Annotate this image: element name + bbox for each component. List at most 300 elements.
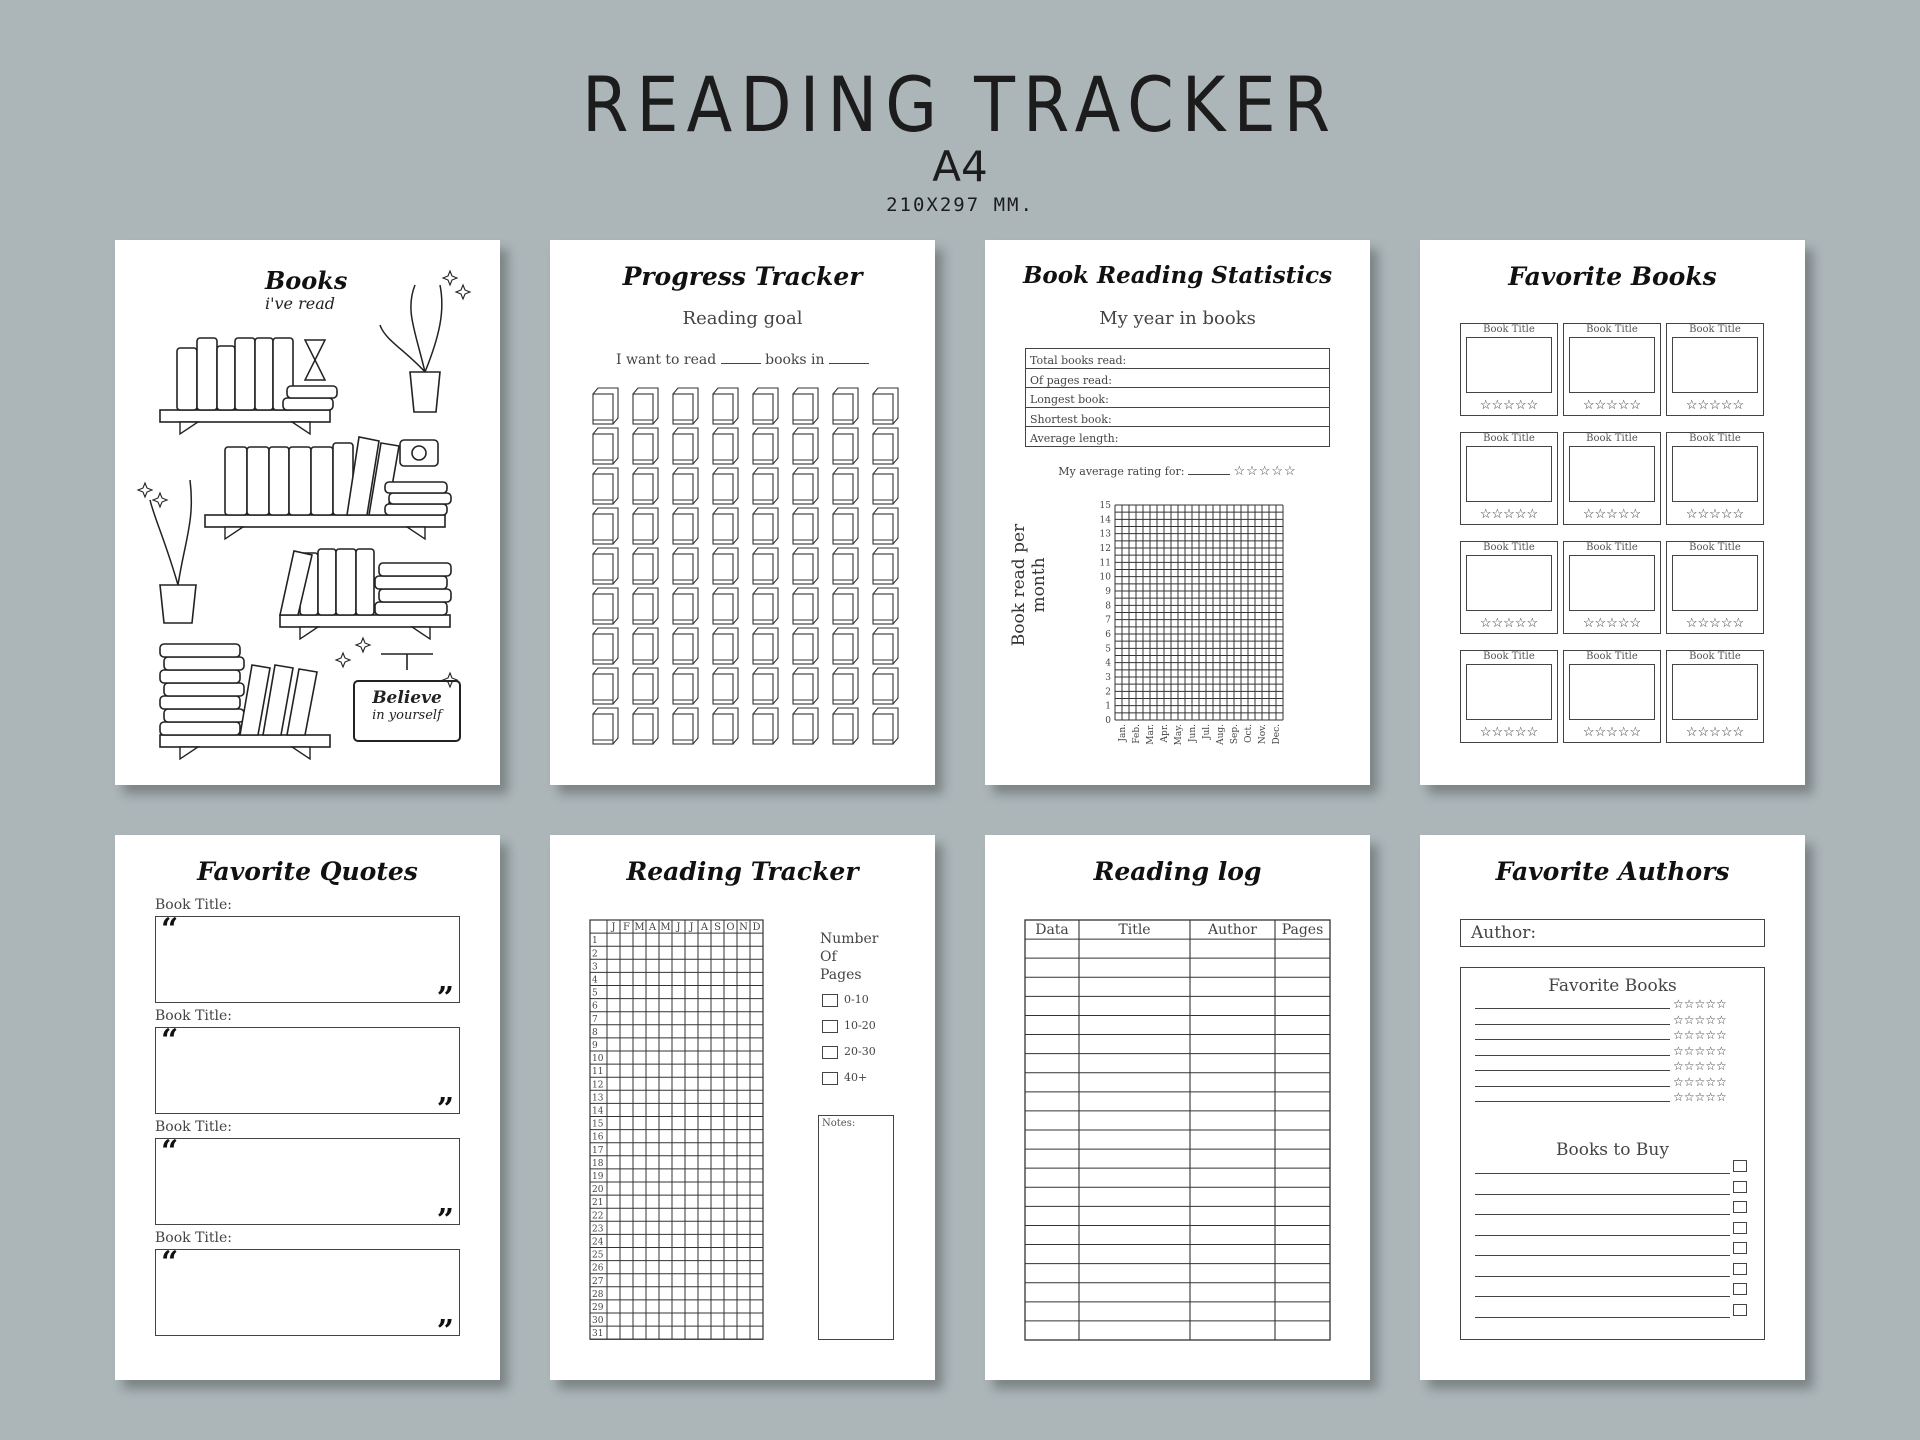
month-header: A: [700, 922, 709, 934]
day-label: 7: [592, 1014, 598, 1025]
day-label: 29: [592, 1303, 604, 1313]
shelf-bracket: [225, 527, 425, 539]
month-header: O: [726, 922, 735, 934]
book-cell[interactable]: [793, 508, 818, 544]
day-label: 8: [592, 1027, 598, 1038]
plant-pot-icon: [410, 372, 440, 412]
day-label: 2: [592, 949, 598, 960]
book-cell[interactable]: [833, 388, 858, 424]
day-label: 16: [592, 1132, 604, 1143]
favorite-books-heading: Favorite Books: [1548, 976, 1677, 996]
stacked-book: [287, 386, 337, 398]
day-label: 14: [592, 1106, 604, 1117]
stat-label: Of pages read:: [1030, 373, 1112, 387]
favorite-book-card[interactable]: [1460, 323, 1558, 416]
y-tick-label: 3: [1105, 673, 1111, 683]
buy-line[interactable]: [1475, 1194, 1730, 1195]
book-cell[interactable]: [873, 588, 898, 624]
rating-stars-icon[interactable]: ☆☆☆☆☆: [1673, 1090, 1727, 1104]
y-axis-label: Book read per month: [1009, 523, 1049, 647]
month-label: Aug.: [1216, 724, 1226, 745]
range-label: 0-10: [844, 993, 869, 1006]
legend-line-3: Pages: [820, 967, 862, 983]
month-label: Oct.: [1244, 724, 1254, 743]
open-quote-icon: “: [161, 1245, 179, 1280]
range-label: 20-30: [844, 1045, 876, 1058]
shelf-bracket: [180, 422, 310, 434]
range-checkbox[interactable]: [822, 994, 838, 1007]
buy-checkbox[interactable]: [1733, 1304, 1747, 1316]
rating-stars-icon[interactable]: ☆☆☆☆☆: [1673, 1059, 1727, 1073]
favorite-book-card[interactable]: [1563, 650, 1661, 743]
book-cell[interactable]: [753, 548, 778, 584]
book-cell[interactable]: [753, 428, 778, 464]
day-label: 31: [592, 1329, 604, 1340]
rating-stars-icon[interactable]: ☆☆☆☆☆: [1582, 725, 1642, 740]
book-cell[interactable]: [793, 548, 818, 584]
favorite-book-card[interactable]: [1460, 541, 1558, 634]
page-reading-log: [985, 835, 1370, 1380]
favorite-book-card[interactable]: [1666, 323, 1764, 416]
sparkle-icon: [456, 285, 470, 299]
favorite-book-card[interactable]: [1563, 541, 1661, 634]
buy-checkbox[interactable]: [1733, 1263, 1747, 1275]
book-cell[interactable]: [673, 388, 698, 424]
card-title-label: Book Title: [1689, 433, 1741, 444]
buy-checkbox[interactable]: [1733, 1242, 1747, 1254]
book-cell[interactable]: [753, 468, 778, 504]
column-header: Author: [1208, 922, 1257, 938]
day-label: 23: [592, 1224, 604, 1235]
day-label: 21: [592, 1198, 604, 1209]
book-cell[interactable]: [713, 508, 738, 544]
book-cell[interactable]: [593, 548, 618, 584]
month-label: Apr.: [1160, 724, 1170, 743]
books-to-buy-heading: Books to Buy: [1556, 1140, 1669, 1160]
buy-line[interactable]: [1475, 1317, 1730, 1318]
favorite-book-card[interactable]: [1460, 432, 1558, 525]
y-tick-label: 4: [1105, 658, 1111, 669]
buy-line[interactable]: [1475, 1255, 1730, 1256]
book-cover-box[interactable]: [1466, 446, 1552, 502]
shelf-board: [160, 410, 330, 422]
book-cell[interactable]: [793, 668, 818, 704]
stacked-book: [164, 683, 244, 696]
month-header: F: [623, 922, 630, 934]
book-spine: [197, 338, 217, 410]
book-cell[interactable]: [873, 508, 898, 544]
book-cell[interactable]: [593, 588, 618, 624]
books-title: Books: [265, 266, 348, 295]
page-title: Reading Tracker: [626, 857, 859, 886]
plant-pot-icon: [160, 585, 196, 623]
quote-book-title-label: Book Title:: [155, 1230, 232, 1246]
day-label: 13: [592, 1093, 604, 1104]
book-cover-box[interactable]: [1466, 664, 1552, 720]
y-tick-label: 8: [1105, 601, 1111, 612]
day-label: 24: [592, 1237, 604, 1248]
favorite-book-card[interactable]: [1460, 650, 1558, 743]
book-cell[interactable]: [713, 628, 738, 664]
rating-stars-icon[interactable]: ☆☆☆☆☆: [1479, 616, 1539, 631]
book-cell[interactable]: [633, 428, 658, 464]
day-label: 25: [592, 1250, 604, 1261]
column-header: Title: [1118, 922, 1151, 938]
size-label: 210X297 MM.: [886, 194, 1034, 216]
day-label: 1: [592, 936, 598, 947]
book-cell[interactable]: [633, 628, 658, 664]
book-cover-box[interactable]: [1466, 337, 1552, 393]
quote-box[interactable]: [155, 1245, 460, 1349]
book-cell[interactable]: [753, 388, 778, 424]
book-cell[interactable]: [833, 428, 858, 464]
buy-line[interactable]: [1475, 1214, 1730, 1215]
favorite-book-line[interactable]: [1475, 1070, 1670, 1071]
range-checkbox[interactable]: [822, 1046, 838, 1059]
book-cell[interactable]: [833, 548, 858, 584]
month-header: J: [676, 922, 681, 934]
stacked-book: [160, 722, 240, 735]
buy-checkbox[interactable]: [1733, 1283, 1747, 1295]
rating-stars-icon[interactable]: ☆☆☆☆☆: [1582, 616, 1642, 631]
author-label: Author:: [1471, 923, 1537, 943]
rating-stars-icon[interactable]: ☆☆☆☆☆: [1479, 398, 1539, 413]
book-cell[interactable]: [633, 548, 658, 584]
open-quote-icon: “: [161, 912, 179, 947]
rating-stars-icon[interactable]: ☆☆☆☆☆: [1673, 997, 1727, 1011]
quote-book-title-label: Book Title:: [155, 1008, 232, 1024]
book-cover-box[interactable]: [1672, 337, 1758, 393]
book-spine: [336, 549, 356, 615]
book-cover-box[interactable]: [1672, 446, 1758, 502]
sparkle-icon: [138, 483, 152, 497]
legend-line-2: Of: [820, 949, 837, 965]
book-cell[interactable]: [633, 468, 658, 504]
plant-leaf-icon: [380, 285, 442, 372]
book-cell[interactable]: [793, 588, 818, 624]
rating-stars-icon[interactable]: ☆☆☆☆☆: [1582, 398, 1642, 413]
book-cell[interactable]: [673, 548, 698, 584]
buy-checkbox[interactable]: [1733, 1181, 1747, 1193]
book-cell[interactable]: [873, 428, 898, 464]
stacked-book: [375, 602, 447, 615]
rating-stars-icon[interactable]: ☆☆☆☆☆: [1673, 1043, 1727, 1058]
day-label: 15: [592, 1119, 604, 1130]
book-cell[interactable]: [793, 388, 818, 424]
day-label: 18: [592, 1158, 604, 1169]
book-cell[interactable]: [873, 668, 898, 704]
book-cell[interactable]: [713, 388, 738, 424]
book-cell[interactable]: [633, 508, 658, 544]
book-cell[interactable]: [793, 468, 818, 504]
book-cell[interactable]: [673, 508, 698, 544]
book-cover-box[interactable]: [1569, 446, 1655, 502]
column-header: Data: [1035, 922, 1069, 938]
buy-line[interactable]: [1475, 1173, 1730, 1174]
book-cell[interactable]: [633, 388, 658, 424]
day-label: 19: [592, 1172, 604, 1182]
rating-stars-icon[interactable]: ☆☆☆☆☆: [1673, 1028, 1727, 1042]
month-header: J: [611, 922, 616, 934]
range-checkbox[interactable]: [822, 1020, 838, 1033]
shelf-board: [280, 615, 450, 627]
book-cell[interactable]: [833, 468, 858, 504]
book-cell[interactable]: [633, 588, 658, 624]
sign-hanger: [381, 654, 433, 670]
day-label: 27: [592, 1276, 604, 1287]
open-quote-icon: “: [161, 1134, 179, 1169]
book-cell[interactable]: [753, 708, 778, 744]
book-cell[interactable]: [793, 708, 818, 744]
buy-checkbox[interactable]: [1733, 1222, 1747, 1234]
card-title-label: Book Title: [1586, 324, 1638, 335]
buy-checkbox[interactable]: [1733, 1160, 1747, 1172]
month-header: N: [739, 922, 748, 934]
card-title-label: Book Title: [1586, 433, 1638, 444]
sparkle-icon: [336, 653, 350, 667]
day-label: 26: [592, 1263, 604, 1274]
stacked-book: [385, 482, 447, 493]
close-quote-icon: ”: [436, 1092, 454, 1127]
hourglass-icon: [305, 340, 325, 380]
day-label: 11: [592, 1067, 604, 1078]
main-title: READING TRACKER: [581, 60, 1339, 149]
card-title-label: Book Title: [1689, 324, 1741, 335]
rating-stars-icon[interactable]: ☆☆☆☆☆: [1685, 616, 1745, 631]
stat-label: Longest book:: [1030, 393, 1109, 407]
card-title-label: Book Title: [1483, 433, 1535, 444]
day-label: 17: [592, 1145, 604, 1156]
book-cell[interactable]: [593, 708, 618, 744]
sparkle-icon: [356, 638, 370, 652]
favorite-book-card[interactable]: [1563, 323, 1661, 416]
book-spine: [311, 447, 333, 515]
notes-box[interactable]: [818, 1115, 894, 1340]
buy-line[interactable]: [1475, 1235, 1730, 1236]
format-label: A4: [932, 142, 988, 191]
quote-book-title-label: Book Title:: [155, 897, 232, 913]
y-tick-label: 15: [1099, 501, 1111, 511]
page-favorite-authors: [1420, 835, 1805, 1380]
book-cell[interactable]: [833, 588, 858, 624]
month-header: D: [752, 922, 761, 934]
book-cover-box[interactable]: [1672, 664, 1758, 720]
stat-label: Shortest book:: [1030, 412, 1112, 426]
book-cell[interactable]: [593, 468, 618, 504]
book-cell[interactable]: [713, 708, 738, 744]
page-books-read: [115, 240, 500, 785]
book-cover-box[interactable]: [1569, 337, 1655, 393]
book-spine: [225, 447, 247, 515]
book-cell[interactable]: [673, 668, 698, 704]
book-cell[interactable]: [713, 428, 738, 464]
shelf-board: [160, 735, 330, 747]
goal-text-2: books in: [765, 352, 825, 368]
buy-line[interactable]: [1475, 1276, 1730, 1277]
book-cell[interactable]: [593, 428, 618, 464]
column-header: Pages: [1281, 922, 1324, 938]
book-cell[interactable]: [753, 588, 778, 624]
rating-stars-icon[interactable]: ☆☆☆☆☆: [1233, 464, 1297, 479]
day-label: 30: [592, 1316, 604, 1327]
month-label: Jan.: [1118, 724, 1128, 742]
card-title-label: Book Title: [1483, 651, 1535, 662]
book-cell[interactable]: [593, 508, 618, 544]
book-spine: [217, 346, 235, 410]
book-cell[interactable]: [673, 708, 698, 744]
page-title: Favorite Quotes: [197, 857, 418, 886]
book-cell[interactable]: [673, 588, 698, 624]
page-range-option[interactable]: [822, 993, 869, 1007]
shelf-bracket: [180, 747, 310, 759]
month-label: Jul.: [1202, 724, 1212, 740]
range-label: 40+: [844, 1071, 868, 1084]
range-label: 10-20: [844, 1019, 876, 1032]
month-label: Dec.: [1272, 724, 1282, 745]
stacked-book: [385, 504, 447, 515]
day-label: 20: [592, 1185, 604, 1196]
book-cell[interactable]: [833, 508, 858, 544]
rating-stars-icon[interactable]: ☆☆☆☆☆: [1685, 398, 1745, 413]
favorite-book-line[interactable]: [1475, 1008, 1670, 1009]
book-cell[interactable]: [713, 468, 738, 504]
close-quote-icon: ”: [436, 1203, 454, 1238]
y-tick-label: 13: [1099, 529, 1111, 540]
book-spine: [235, 338, 255, 410]
book-cell[interactable]: [713, 588, 738, 624]
quote-book-title-label: Book Title:: [155, 1119, 232, 1135]
favorite-book-line[interactable]: [1475, 1055, 1670, 1056]
rating-stars-icon[interactable]: ☆☆☆☆☆: [1479, 725, 1539, 740]
page-favorite-books: [1420, 240, 1805, 785]
book-spine: [177, 348, 197, 410]
plant-leaf-icon: [150, 480, 191, 585]
goal-text-1: I want to read: [616, 352, 717, 368]
favorite-book-line[interactable]: [1475, 1024, 1670, 1025]
favorite-book-line[interactable]: [1475, 1101, 1670, 1102]
book-cell[interactable]: [873, 708, 898, 744]
y-tick-label: 11: [1099, 558, 1111, 569]
stacked-book: [160, 670, 240, 683]
range-checkbox[interactable]: [822, 1072, 838, 1085]
book-spine: [269, 447, 289, 515]
stacked-book: [379, 563, 451, 576]
book-cover-box[interactable]: [1569, 555, 1655, 611]
y-tick-label: 12: [1099, 544, 1111, 554]
stat-label: Average length:: [1030, 432, 1119, 446]
book-cell[interactable]: [593, 388, 618, 424]
page-progress-tracker: [550, 240, 935, 785]
book-cell[interactable]: [753, 668, 778, 704]
page-title: Progress Tracker: [622, 262, 863, 291]
book-cell[interactable]: [593, 628, 618, 664]
camera-lens: [412, 446, 426, 460]
author-field[interactable]: [1460, 919, 1765, 947]
book-cell[interactable]: [713, 548, 738, 584]
book-cell[interactable]: [873, 388, 898, 424]
month-header: M: [660, 922, 671, 934]
buy-line[interactable]: [1475, 1296, 1730, 1297]
book-cell[interactable]: [833, 628, 858, 664]
book-cell[interactable]: [673, 468, 698, 504]
book-spine: [255, 338, 273, 410]
sparkle-icon: [443, 271, 457, 285]
book-cover-box[interactable]: [1672, 555, 1758, 611]
rating-stars-icon[interactable]: ☆☆☆☆☆: [1685, 507, 1745, 522]
month-label: May.: [1174, 724, 1184, 746]
book-cell[interactable]: [673, 628, 698, 664]
rating-stars-icon[interactable]: ☆☆☆☆☆: [1685, 725, 1745, 740]
month-label: Jun.: [1188, 724, 1198, 743]
author-books-box: [1460, 967, 1765, 1340]
stacked-book: [389, 493, 451, 504]
shelf-bracket: [300, 627, 430, 639]
book-cell[interactable]: [793, 428, 818, 464]
day-label: 22: [592, 1211, 604, 1222]
rating-stars-icon[interactable]: ☆☆☆☆☆: [1479, 507, 1539, 522]
page-title: Reading log: [1093, 857, 1262, 886]
y-tick-label: 5: [1105, 644, 1111, 655]
book-cell[interactable]: [593, 668, 618, 704]
page-range-option[interactable]: [822, 1045, 876, 1059]
favorite-book-card[interactable]: [1666, 650, 1764, 743]
book-cell[interactable]: [633, 668, 658, 704]
page-range-option[interactable]: [822, 1071, 867, 1085]
stacked-book: [160, 696, 240, 709]
book-cell[interactable]: [793, 628, 818, 664]
book-cell[interactable]: [633, 708, 658, 744]
open-quote-icon: “: [161, 1023, 179, 1058]
buy-checkbox[interactable]: [1733, 1201, 1747, 1213]
y-tick-label: 10: [1099, 572, 1111, 583]
day-label: 3: [592, 962, 598, 973]
book-spine: [289, 447, 311, 515]
book-cell[interactable]: [833, 668, 858, 704]
page-reading-tracker: [550, 835, 935, 1380]
book-cover-box[interactable]: [1569, 664, 1655, 720]
y-tick-label: 1: [1105, 701, 1111, 712]
month-label: Sep.: [1230, 724, 1240, 745]
rating-stars-icon[interactable]: ☆☆☆☆☆: [1673, 1012, 1727, 1027]
y-tick-label: 6: [1105, 630, 1111, 640]
day-label: 10: [592, 1054, 604, 1065]
card-title-label: Book Title: [1483, 324, 1535, 335]
page-favorite-quotes: [115, 835, 500, 1380]
book-cell[interactable]: [873, 468, 898, 504]
favorite-book-line[interactable]: [1475, 1039, 1670, 1040]
favorite-book-line[interactable]: [1475, 1086, 1670, 1087]
rating-stars-icon[interactable]: ☆☆☆☆☆: [1673, 1074, 1727, 1089]
book-cover-box[interactable]: [1466, 555, 1552, 611]
page-title: Book Reading Statistics: [1022, 262, 1333, 289]
page-range-option[interactable]: [822, 1019, 876, 1033]
month-header: J: [689, 922, 694, 934]
favorite-book-card[interactable]: [1666, 432, 1764, 525]
book-cell[interactable]: [753, 628, 778, 664]
card-title-label: Book Title: [1483, 542, 1535, 553]
favorite-book-card[interactable]: [1666, 541, 1764, 634]
favorite-book-card[interactable]: [1563, 432, 1661, 525]
book-cell[interactable]: [873, 548, 898, 584]
book-cell[interactable]: [713, 668, 738, 704]
book-grid: [550, 240, 935, 785]
book-cell[interactable]: [753, 508, 778, 544]
book-cell[interactable]: [873, 628, 898, 664]
rating-stars-icon[interactable]: ☆☆☆☆☆: [1582, 507, 1642, 522]
book-cell[interactable]: [673, 428, 698, 464]
month-header: S: [714, 922, 721, 934]
book-cell[interactable]: [833, 708, 858, 744]
